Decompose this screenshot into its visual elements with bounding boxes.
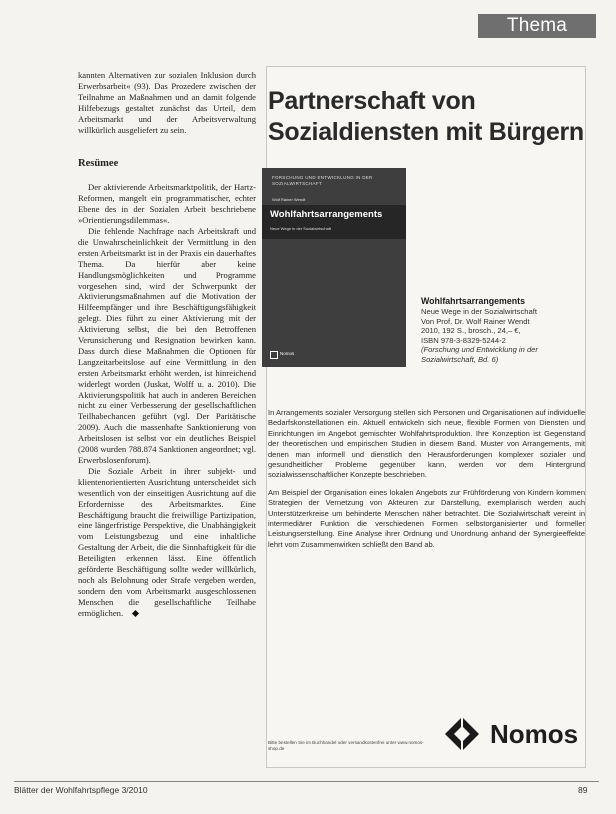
order-note: Bitte bestellen Sie im Buchhandel oder versandkostenfrei unter www.nomos-shop.de	[268, 740, 424, 752]
book-cover	[262, 168, 406, 367]
book-description	[268, 408, 585, 557]
page-number: 89	[578, 785, 588, 795]
book-series: (Forschung und Entwicklung in der Sozialwirtschaft, Bd. 6)	[421, 345, 538, 364]
journal-issue: Blätter der Wohlfahrtspflege 3/2010	[14, 785, 148, 795]
book-subtitle: Neue Wege in der Sozialwirtschaft	[421, 307, 537, 316]
description-paragraph: Am Beispiel der Organisation eines lokalen Angebots zur Frühförderung von Kindern kommen Strategien der Vernetzung von Akteuren zur Darstellung, exemplarisch werden auch Unterstützerkreise um behinderte Menschen näher betrachtet. Die Sozialwirtschaft vereint in intermediärer Funktion die verschiedenen Formen selbstorganisierter und formeller Leistungserstellung. Eine Analyse ihrer Ordnung und Unordnung anhand der Synergieeffekte lehrt vom Zusammenwirken schließt den Band ab.	[268, 487, 585, 549]
nomos-wordmark: Nomos	[490, 719, 579, 749]
article-heading: Resümee	[78, 158, 119, 170]
book-pricing: 2010, 192 S., brosch., 24,– €,	[421, 326, 521, 336]
article-paragraph: Der aktivierende Arbeitsmarktpolitik, der Hartz-Reformen, mangelt ein programmatischer, echter Ebene des in der Sozialen Arbeit beschriebene »Orientierungsdilemmas«.	[78, 182, 256, 226]
cover-title-band	[262, 205, 406, 239]
cover-subtitle: Neue Wege in der Sozialwirtschaft	[270, 226, 332, 231]
book-author: Von Prof. Dr. Wolf Rainer Wendt	[421, 316, 530, 326]
article-column	[78, 70, 256, 619]
footer-divider	[14, 781, 599, 782]
cover-title: Wohlfahrtsarrangements	[270, 209, 383, 220]
cover-series: FORSCHUNG UND ENTWICKLUNG IN DER SOZIALWIRTSCHAFT	[272, 175, 373, 186]
article-paragraph: Die fehlende Nachfrage nach Arbeitskraft und die Unwahrscheinlichkeit der Vermittlung in den ersten Arbeitsmarkt ist in der Praxis ein dauerhaftes Thema. Da hierfür aber keine Handlungsmöglichkeiten und Programme vorgesehen sind, wird der Schwerpunkt der Aktivierungsmaßnahmen auf die Motivation der Hilfeempfänger und ihre Beschäftigungsfähigkeit gelegt. Dies führt zu einer Aktivierung mit der Aktivierung selbst, die bei den Betroffenen Verunsicherung und Resignation bewirken kann. Dass durch diese Maßnahmen die Optionen für Langzeitarbeitslose auf eine Vermittlung in den ersten Arbeitsmarkt erhöht werden, ist hinreichend widerlegt worden (Juskat, Wolff u. a. 2010). Die Aktivierungspolitik hat auch in anderen Bereichen nicht zu einer Verbesserung der gesellschaftlichen Teilhabechancen geführt (vgl. Der Paritätische 2009). Auch die massenhafte Sanktionierung von Arbeitslosen ist selbst vor ein deutliches Beispiel (2008 wurden 788.874 Sanktionen angeordnet; vgl. Erwerbslosenforum).	[78, 225, 256, 465]
ad-headline-line-1: Partnerschaft von	[268, 87, 476, 115]
ad-headline	[268, 86, 588, 148]
article-paragraph	[78, 466, 256, 619]
description-paragraph: In Arrangements sozialer Versorgung stellen sich Personen und Organisationen auf individuelle Bedarfskonstellationen ein. Aktuell entwickeln sich neue, flexible Formen von Diensten und Einrichtungen im Angebot gemischter Wohlfahrtsproduktion. Ihre Konzeption ist Gegenstand der theoretischen und empirischen Studien in diesem Band. Muster von Arrangements, mit denen man informell und dienstlich den Herausforderungen komplexer sozialer und gesundheitlicher Probleme gegenüber kann, werden vor dem Hintergrund sozialwissenschaftlicher Konzepte beschrieben.	[268, 408, 585, 480]
book-details	[421, 296, 591, 365]
section-tab: Thema	[478, 14, 596, 38]
nomos-logo-icon	[445, 717, 479, 751]
cover-author: Wolf Rainer Wendt	[272, 197, 306, 202]
cover-publisher: Nomos	[280, 351, 295, 356]
book-title: Wohlfahrtsarrangements	[421, 296, 525, 306]
end-of-article-icon	[132, 610, 139, 617]
book-isbn: ISBN 978-3-8329-5244-2	[421, 335, 506, 345]
publisher-logo-icon	[270, 351, 278, 359]
article-intro: kannten Alternativen zur sozialen Inklusion durch Erwerbsarbeit« (93). Das Prozedere zwischen der Teilnahme an Maßnahmen und an damit folgende Hilfebezugs gestaltet zunächst das Urteil, dem Arbeitsmarkt und der Arbeitsverwaltung willkürlich ausgeliefert zu sein.	[78, 70, 256, 135]
article-paragraph-text: Die Soziale Arbeit in ihrer subjekt- und klientenorientierten Ausrichtung unterscheidet sich wesentlich von der einseitigen Ausrichtung auf die Erfordernisse des Arbeitsmarktes. Eine Beschäftigung braucht die freiwillige Partizipation, eine längerfristige Perspektive, die Unabhängigkeit vom Leistungsbezug und eine inhaltliche Gestaltung der Arbeit, die die Sinnhaftigkeit für die Beteiligten erkennen lässt. Eine öffentlich geförderte Beschäftigung sollte weder willkürlich, noch als Belohnung oder Strafe vergeben werden, sondern den vom Arbeitsmarkt ausgeschlossenen Menschen die gesellschaftliche Teilhabe ermöglichen.	[78, 465, 256, 618]
ad-headline-line-2: Sozialdiensten mit Bürgern	[268, 118, 584, 146]
